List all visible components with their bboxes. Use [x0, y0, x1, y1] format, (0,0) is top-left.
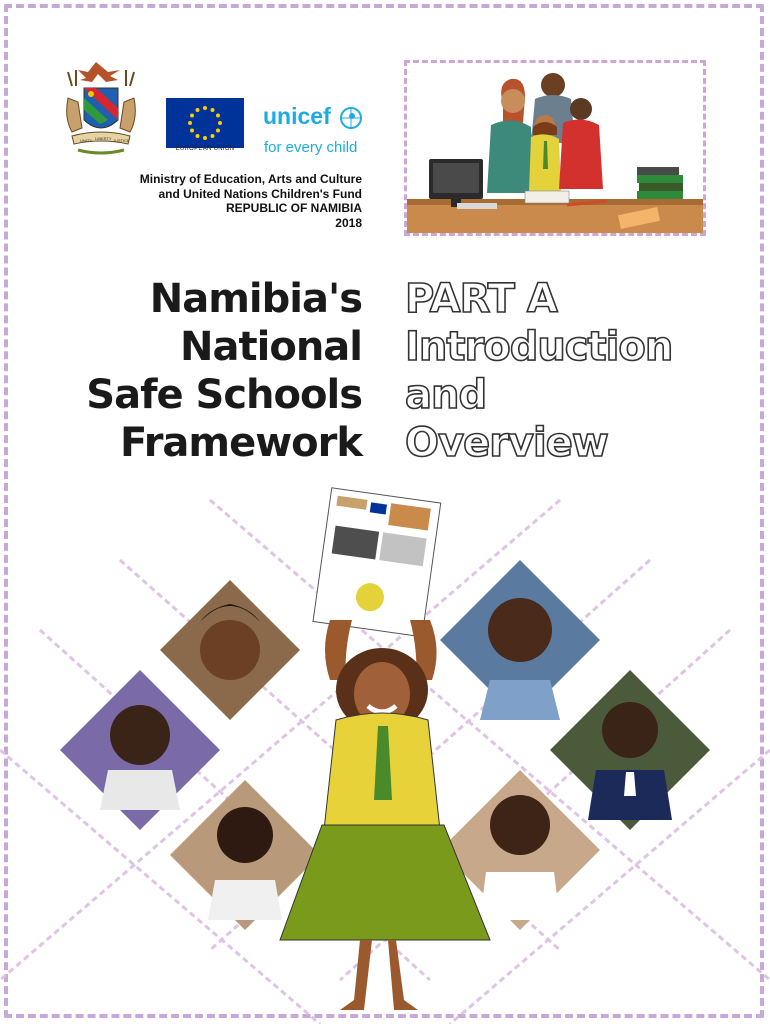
eu-star-icon [218, 121, 222, 125]
eu-star-icon [196, 134, 200, 138]
part-title [405, 275, 735, 467]
ministry-line: and United Nations Children's Fund [158, 186, 362, 201]
eu-label: EUROPEAN UNION [175, 146, 235, 152]
coat-motto-justice: JUSTICE [113, 138, 130, 143]
part-line: and [405, 372, 487, 418]
unicef-tagline: for every child [264, 139, 358, 156]
eu-star-icon [216, 114, 220, 118]
unicef-wordmark: unicef [263, 103, 331, 129]
coat-of-arms-icon [58, 58, 144, 162]
eu-star-icon [190, 129, 194, 133]
eu-flag-icon [166, 98, 244, 148]
coat-motto-liberty: LIBERTY [95, 136, 112, 141]
title-line: Framework [119, 420, 362, 466]
title-line: Namibia's [149, 276, 362, 322]
part-line: Overview [405, 420, 608, 466]
title-line: Safe Schools [86, 372, 362, 418]
part-line: PART A [405, 276, 557, 322]
photo-tile-mid-left [60, 670, 220, 830]
logo-strip [58, 58, 378, 168]
girl-holding-book-illustration [280, 488, 490, 1010]
eu-star-icon [203, 136, 207, 140]
eu-star-icon [216, 129, 220, 133]
classroom-illustration [404, 60, 706, 236]
title-line: National [180, 324, 362, 370]
ministry-line: Ministry of Education, Arts and Culture [139, 172, 362, 186]
teacher-and-students-illustration [407, 63, 703, 233]
unicef-globe-icon [339, 106, 363, 130]
coat-motto-unity: UNITY [80, 138, 92, 143]
photo-tile-top-right [440, 560, 600, 720]
ministry-line: REPUBLIC OF NAMIBIA [226, 201, 362, 215]
eu-star-icon [211, 108, 215, 112]
eu-star-icon [188, 121, 192, 125]
ministry-block [42, 172, 362, 230]
framework-title [42, 275, 362, 467]
eu-star-icon [196, 108, 200, 112]
part-line: Introduction [405, 324, 673, 370]
eu-star-icon [211, 134, 215, 138]
cover-collage [0, 480, 770, 1024]
photo-tile-mid-right [550, 670, 710, 830]
eu-star-icon [190, 114, 194, 118]
ministry-year: 2018 [335, 215, 362, 230]
eu-star-icon [203, 106, 207, 110]
